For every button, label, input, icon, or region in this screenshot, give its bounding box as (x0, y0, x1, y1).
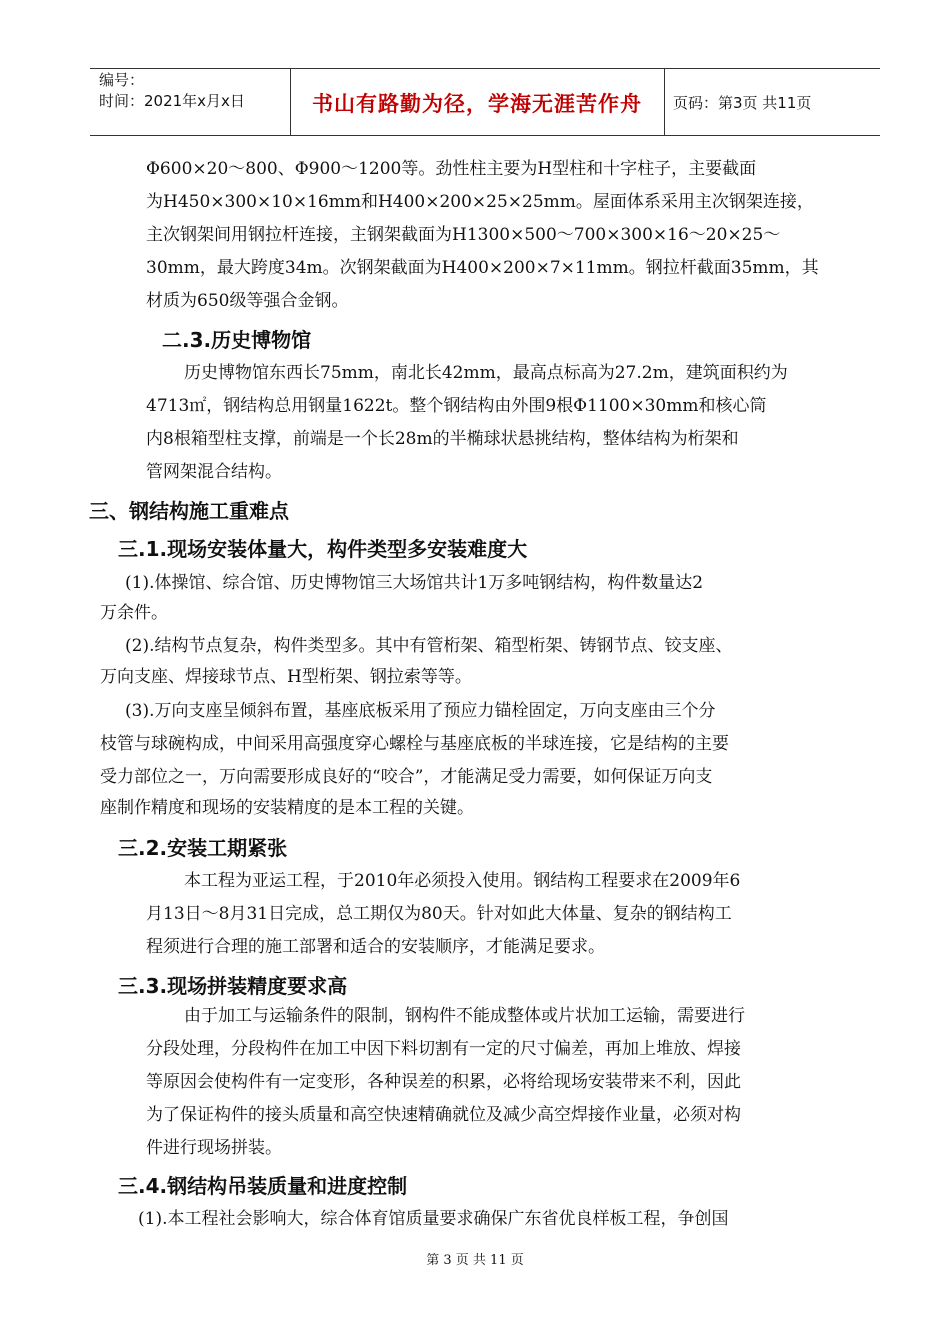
sec-3-1-item3-line-1: (3).万向支座呈倾斜布置，基座底板采用了预应力锚栓固定，万向支座由三个分 (125, 701, 716, 721)
intro-line-3: 主次钢架间用钢拉杆连接，主钢架截面为H1300×500～700×300×16～20×25～ (146, 225, 781, 245)
header-page-number: 页码：第3页 共11页 (673, 94, 812, 112)
sec-3-1-item1-line-1: (1).体操馆、综合馆、历史博物馆三大场馆共计1万多吨钢结构，构件数量达2 (125, 573, 704, 593)
intro-line-5: 材质为650级等强合金钢。 (146, 291, 349, 311)
intro-line-2: 为H450×300×10×16mm和H400×200×25×25mm。屋面体系采用主次钢架连接， (146, 192, 814, 212)
sec-2-3-line-4: 管网架混合结构。 (146, 462, 282, 482)
sec-3-4-item1-line-1: (1).本工程社会影响大，综合体育馆质量要求确保广东省优良样板工程，争创国 (138, 1209, 729, 1229)
sec-3-1-item3-line-3: 受力部位之一，万向需要形成良好的“咬合”，才能满足受力需要，如何保证万向支 (100, 767, 713, 787)
sec-2-3-line-2: 4713㎡，钢结构总用钢量1622t。整个钢结构由外围9根Φ1100×30mm和核心筒 (146, 396, 767, 416)
header-rule-bottom (90, 135, 880, 136)
sec-3-1-item2-line-2: 万向支座、焊接球节点、H型桁架、钢拉索等等。 (100, 667, 472, 687)
intro-line-1: Φ600×20～800、Φ900～1200等。劲性柱主要为H型柱和十字柱子，主要截面 (146, 159, 757, 179)
sec-2-3-line-1: 历史博物馆东西长75mm，南北长42mm，最高点标高为27.2m，建筑面积约为 (184, 363, 788, 383)
header-motto: 书山有路勤为径，学海无涯苦作舟 (312, 92, 642, 116)
sec-3-3-line-2: 分段处理，分段构件在加工中因下料切割有一定的尺寸偏差，再加上堆放、焊接 (146, 1039, 741, 1059)
sec-3-3-line-1: 由于加工与运输条件的限制，钢构件不能成整体或片状加工运输，需要进行 (184, 1006, 745, 1026)
section-2-3-heading: 二.3.历史博物馆 (162, 328, 312, 352)
sec-3-3-line-3: 等原因会使构件有一定变形，各种误差的积累，必将给现场安装带来不利，因此 (146, 1072, 741, 1092)
header-number: 编号： (99, 71, 145, 89)
section-3-2-heading: 三.2.安装工期紧张 (118, 836, 288, 860)
section-3-1-heading: 三.1.现场安装体量大，构件类型多安装难度大 (118, 537, 528, 561)
header-meta (99, 70, 245, 112)
intro-line-4: 30mm，最大跨度34m。次钢架截面为H400×200×7×11mm。钢拉杆截面35mm，其 (146, 258, 819, 278)
sec-3-3-line-5: 件进行现场拼装。 (146, 1138, 282, 1158)
section-3-3-heading: 三.3.现场拼装精度要求高 (118, 974, 348, 998)
sec-3-2-line-3: 程须进行合理的施工部署和适合的安装顺序，才能满足要求。 (146, 937, 605, 957)
sec-3-3-line-4: 为了保证构件的接头质量和高空快速精确就位及减少高空焊接作业量，必须对构 (146, 1105, 741, 1125)
sec-3-2-line-1: 本工程为亚运工程，于2010年必须投入使用。钢结构工程要求在2009年6 (184, 871, 741, 891)
sec-3-1-item1-line-2: 万余件。 (100, 603, 168, 623)
sec-3-2-line-2: 月13日～8月31日完成，总工期仅为80天。针对如此大体量、复杂的钢结构工 (146, 904, 732, 924)
sec-3-1-item3-line-4: 座制作精度和现场的安装精度的是本工程的关键。 (100, 798, 474, 818)
footer-page-number: 第 3 页 共 11 页 (426, 1253, 524, 1268)
sec-3-1-item3-line-2: 枝管与球碗构成，中间采用高强度穿心螺栓与基座底板的半球连接，它是结构的主要 (100, 734, 729, 754)
header-time: 时间：2021年x月x日 (99, 92, 245, 110)
section-3-heading: 三、钢结构施工重难点 (89, 499, 289, 523)
header-divider-2 (664, 68, 665, 135)
header-rule-top (90, 68, 880, 69)
section-3-4-heading: 三.4.钢结构吊装质量和进度控制 (118, 1174, 408, 1198)
sec-3-1-item2-line-1: (2).结构节点复杂，构件类型多。其中有管桁架、箱型桁架、铸钢节点、铰支座、 (125, 636, 733, 656)
sec-2-3-line-3: 内8根箱型柱支撑，前端是一个长28m的半椭球状悬挑结构，整体结构为桁架和 (146, 429, 739, 449)
